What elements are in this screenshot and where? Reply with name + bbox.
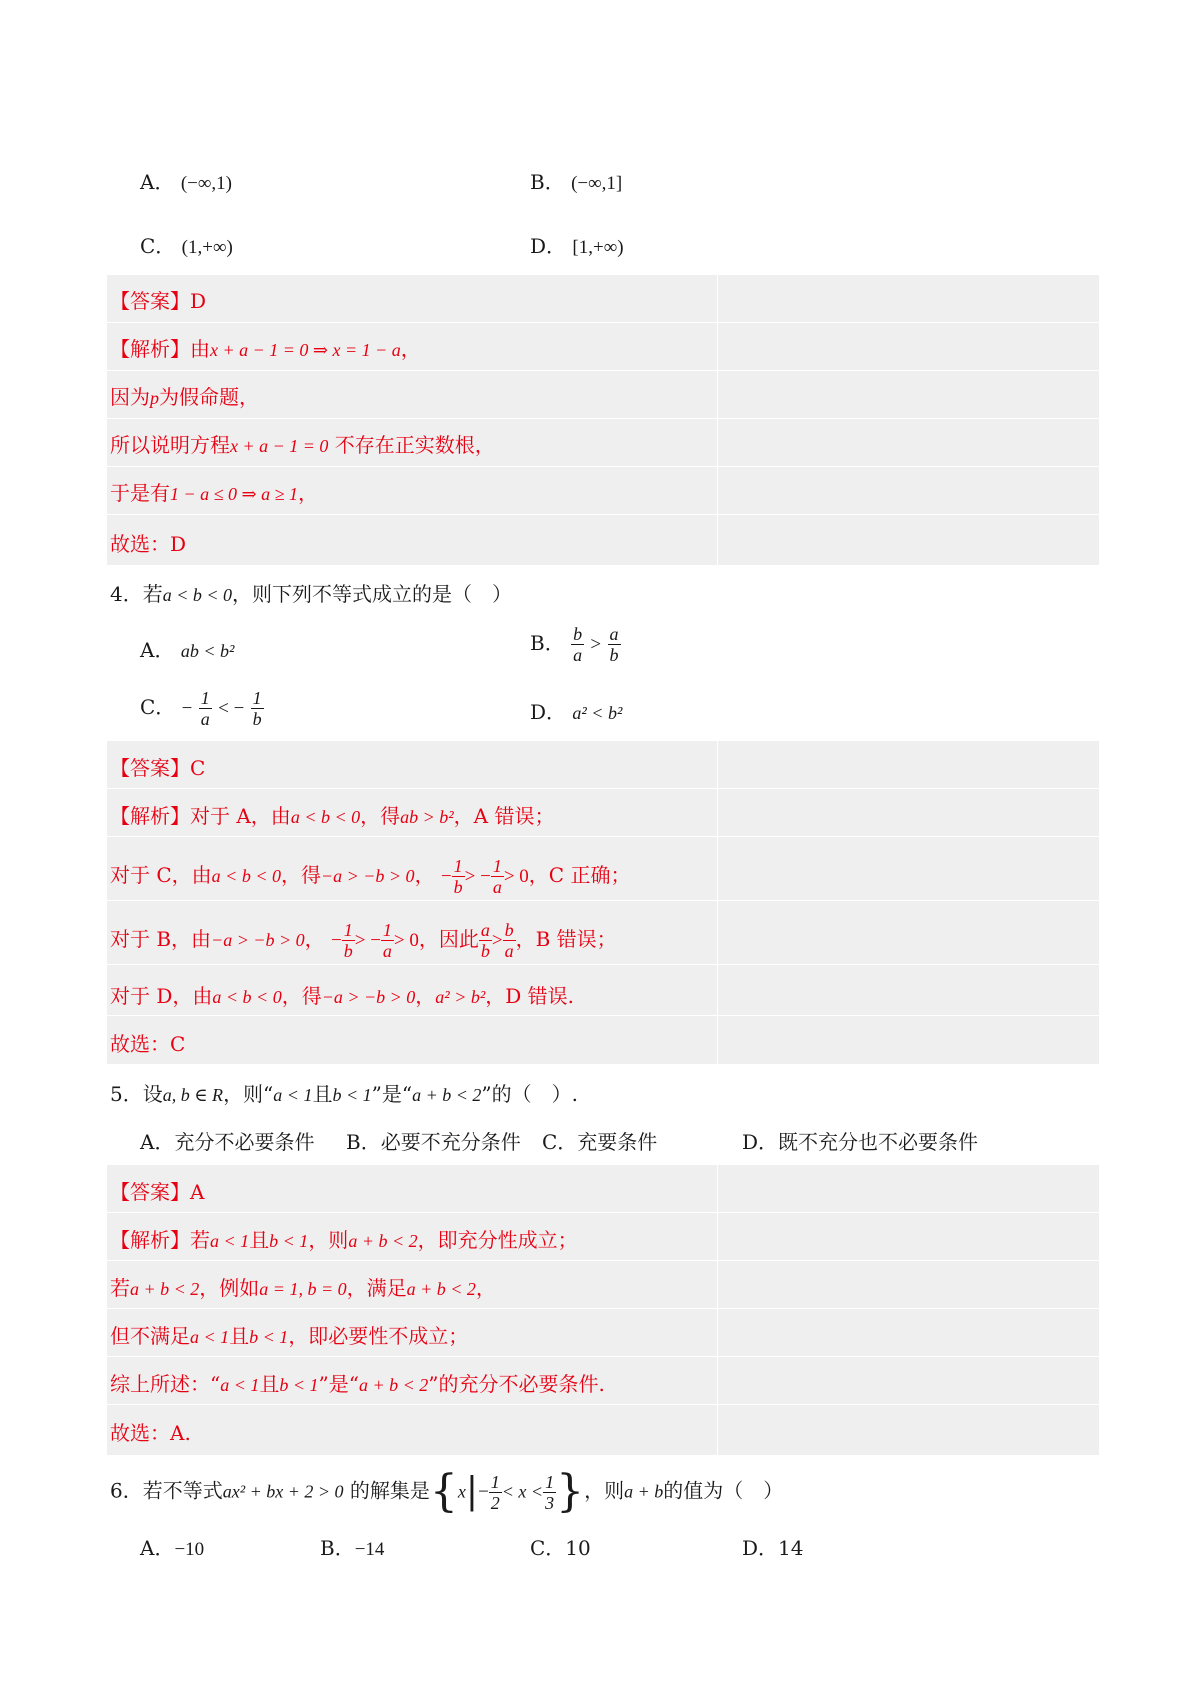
q5-option-c: [542, 1128, 657, 1156]
analysis-label: 【解析】: [110, 337, 190, 361]
option-value: a² < b²: [572, 703, 623, 723]
math: a + b < 2: [406, 1279, 476, 1299]
option-value: −10: [174, 1539, 205, 1560]
math: a < b < 0: [162, 585, 233, 605]
math: a < 1: [190, 1327, 230, 1347]
text: ，则下列不等式成立的是（ ）: [232, 582, 513, 606]
option-letter: A．: [140, 170, 175, 194]
operator: >: [590, 634, 602, 655]
operator: −: [181, 698, 193, 719]
text: 且: [229, 1324, 250, 1348]
q4-option-b: [530, 624, 621, 665]
answer-value: C: [190, 756, 206, 780]
math: a + b < 2: [348, 1231, 418, 1251]
fraction: [491, 856, 504, 897]
text: 不存在正实数根，: [334, 433, 495, 457]
fraction: [479, 920, 492, 961]
numerator: 1: [200, 688, 210, 708]
option-value: −14: [354, 1539, 385, 1560]
q6-option-b: [320, 1534, 384, 1564]
fraction: [543, 1472, 556, 1513]
option-letter: B．: [320, 1536, 355, 1560]
numerator: 1: [545, 1471, 555, 1492]
numerator: 1: [490, 1471, 500, 1492]
option-value: (1,+∞): [181, 237, 233, 258]
q5-answer-box: [107, 1165, 1099, 1455]
set-separator: |: [465, 1471, 479, 1512]
math: ax² + bx + 2 > 0: [222, 1481, 344, 1502]
q4-stem: [110, 580, 512, 609]
operator: −: [478, 1481, 489, 1503]
denominator: a: [382, 941, 392, 961]
operator: −: [440, 866, 452, 887]
q4-answer: [110, 754, 205, 782]
q3-answer: [110, 287, 206, 315]
text: 的解集是: [349, 1478, 430, 1503]
set-variable: x: [457, 1481, 466, 1502]
answer-label: 【答案】: [110, 289, 190, 313]
text: ，得: [360, 804, 401, 828]
numerator: 1: [343, 920, 353, 940]
operator: > −: [354, 930, 381, 951]
math: a < b < 0: [211, 866, 281, 886]
text: 对于 C，由: [110, 863, 212, 887]
q4-option-a: [140, 636, 234, 665]
text: ，得: [281, 984, 322, 1008]
text: 故选：A.: [110, 1421, 191, 1445]
q4-option-d: [530, 698, 622, 727]
text: ，即必要性不成立；: [288, 1324, 469, 1348]
text: 设: [142, 1082, 163, 1106]
analysis-label: 【解析】: [110, 1228, 190, 1252]
text: ，: [298, 481, 318, 505]
answer-label: 【答案】: [110, 756, 190, 780]
answer-label: 【答案】: [110, 1180, 190, 1204]
q3-conclusion: [110, 530, 186, 558]
math: ab > b²: [400, 807, 454, 827]
math: b < 1: [269, 1231, 309, 1251]
text: ，C 正确；: [528, 863, 631, 887]
q5-analysis-line-4: [110, 1370, 605, 1399]
text: ，即充分性成立；: [417, 1228, 578, 1252]
fraction: [452, 856, 465, 897]
math: a + b < 2: [412, 1085, 482, 1105]
math: a < 1: [220, 1375, 260, 1395]
q6-option-a: [140, 1534, 204, 1564]
text: 若: [110, 1276, 130, 1300]
numerator: 1: [453, 856, 463, 876]
math: −a > −b > 0: [211, 930, 305, 950]
q3-analysis-line-4: [110, 479, 318, 508]
text: ，则“: [223, 1082, 274, 1106]
text: ，例如: [199, 1276, 260, 1300]
option-text: A．充分不必要条件: [140, 1130, 315, 1154]
math: x + a − 1 = 0 ⇒ x = 1 − a: [210, 340, 401, 360]
option-text: B．必要不充分条件: [346, 1130, 521, 1154]
text: 若: [142, 582, 163, 606]
text: ，满足: [346, 1276, 407, 1300]
operator: > 0: [393, 930, 419, 951]
option-letter: B．: [530, 170, 565, 194]
denominator: b: [453, 877, 463, 897]
fraction: [342, 920, 355, 961]
option-letter: B．: [530, 631, 565, 655]
option-value: ab < b²: [180, 641, 235, 661]
set-brace-close: }: [556, 1466, 585, 1517]
numerator: 1: [252, 688, 262, 708]
text: 于是有: [110, 481, 170, 505]
text: ，B 错误；: [515, 927, 617, 951]
question-number: 4．: [110, 582, 143, 606]
option-text: D．既不充分也不必要条件: [742, 1130, 979, 1154]
fraction: [251, 688, 264, 729]
q4-analysis-line-3: [110, 920, 617, 961]
option-text: C．10: [530, 1536, 591, 1560]
text: ，则: [584, 1478, 625, 1503]
text: ”是“: [318, 1372, 359, 1396]
math: b < 1: [249, 1327, 289, 1347]
question-number: 5．: [110, 1082, 143, 1106]
text: ，: [415, 984, 436, 1008]
q6-option-d: [742, 1534, 803, 1562]
text: 对于 A，由: [190, 804, 291, 828]
q5-answer: [110, 1178, 204, 1206]
math: 1 − a ≤ 0 ⇒ a ≥ 1: [170, 484, 298, 504]
text: 若不等式: [142, 1478, 223, 1503]
option-value: (−∞,1]: [571, 173, 623, 194]
numerator: a: [480, 920, 490, 940]
numerator: a: [609, 624, 619, 644]
denominator: b: [480, 941, 490, 961]
fraction: [489, 1472, 502, 1513]
answer-value: D: [190, 289, 207, 313]
numerator: b: [573, 624, 583, 644]
option-value: [1,+∞): [572, 237, 624, 258]
operator: < −: [218, 698, 245, 719]
text: 故选：D: [110, 532, 187, 556]
q3-analysis-line-2: [110, 383, 259, 412]
option-text: D．14: [742, 1536, 804, 1560]
option-letter: C．: [140, 234, 176, 258]
operator: −: [331, 930, 342, 951]
text: 且: [312, 1082, 333, 1106]
q5-option-d: [742, 1128, 978, 1156]
q3-analysis-line-3: [110, 431, 495, 460]
denominator: b: [252, 709, 262, 729]
q4-analysis-line-4: [110, 982, 574, 1011]
text: 的值为（ ）: [663, 1478, 784, 1503]
text: 故选：C: [110, 1032, 186, 1056]
denominator: a: [200, 709, 210, 729]
text: ，: [475, 1276, 496, 1300]
q4-conclusion: [110, 1030, 185, 1058]
q3-analysis-line-1: [110, 335, 421, 364]
q5-option-b: [346, 1128, 521, 1156]
numerator: 1: [492, 856, 502, 876]
operator: > 0: [503, 866, 529, 887]
text: ，因此: [418, 927, 479, 951]
set-brace-open: {: [429, 1466, 458, 1517]
option-value: (−∞,1): [180, 173, 232, 194]
option-letter: C．: [140, 695, 176, 719]
option-text: C．充要条件: [542, 1130, 658, 1154]
q3-option-c: [140, 232, 233, 262]
math: a < b < 0: [290, 807, 361, 827]
text: ”的（ ）.: [481, 1082, 578, 1106]
math: −a > −b > 0: [320, 866, 415, 886]
option-letter: A．: [140, 1536, 175, 1560]
text: 若: [190, 1228, 210, 1252]
numerator: b: [504, 920, 514, 940]
text: ”的充分不必要条件.: [428, 1372, 605, 1396]
math: a < b < 0: [212, 987, 282, 1007]
answer-value: A: [190, 1180, 205, 1204]
text: ”是“: [371, 1082, 413, 1106]
text: ，: [414, 863, 435, 887]
denominator: a: [504, 941, 514, 961]
q4-option-c: [140, 688, 264, 729]
text: ，A 错误；: [453, 804, 555, 828]
q6-option-c: [530, 1534, 591, 1562]
denominator: b: [343, 941, 353, 961]
denominator: a: [573, 645, 583, 665]
text: ，: [304, 927, 325, 951]
fraction: [503, 920, 516, 961]
math: < x <: [501, 1481, 544, 1502]
text: 所以说明方程: [110, 433, 230, 457]
math: a + b < 2: [359, 1375, 429, 1395]
math: a < 1: [273, 1085, 313, 1105]
operator: >: [491, 930, 503, 951]
math: p: [150, 388, 159, 408]
option-letter: D．: [530, 700, 567, 724]
analysis-label: 【解析】: [110, 804, 190, 828]
q6-stem: [110, 1466, 784, 1517]
q4-analysis-line-2: [110, 856, 630, 897]
question-number: 6．: [110, 1478, 143, 1503]
q3-answer-box: [107, 275, 1099, 565]
q5-analysis-line-3: [110, 1322, 468, 1351]
math: a = 1, b = 0: [259, 1279, 347, 1299]
fraction: [608, 624, 621, 665]
q5-conclusion: [110, 1419, 191, 1447]
text: 因为: [110, 385, 150, 409]
denominator: a: [492, 877, 502, 897]
operator: > −: [464, 866, 491, 887]
math: b < 1: [332, 1085, 372, 1105]
math: b < 1: [279, 1375, 319, 1395]
math: a, b ∈ R: [162, 1085, 224, 1105]
numerator: 1: [382, 920, 392, 940]
math: a² > b²: [435, 987, 486, 1007]
q3-option-a: [140, 168, 232, 198]
text: 对于 B，由: [110, 927, 212, 951]
denominator: 3: [545, 1492, 555, 1513]
math: x + a − 1 = 0: [230, 436, 329, 456]
math: a + b < 2: [130, 1279, 200, 1299]
text: 对于 D，由: [110, 984, 213, 1008]
text: 为假命题，: [159, 385, 259, 409]
text: 综上所述：“: [110, 1372, 221, 1396]
q5-analysis-line-1: [110, 1226, 578, 1255]
text: 但不满足: [110, 1324, 190, 1348]
denominator: b: [609, 645, 619, 665]
fraction: [381, 920, 394, 961]
text: 由: [190, 337, 210, 361]
math: a + b: [624, 1481, 664, 1502]
text: ，得: [280, 863, 321, 887]
q5-option-a: [140, 1128, 314, 1156]
q3-option-d: [530, 232, 624, 262]
q4-answer-box: [107, 741, 1099, 1064]
denominator: 2: [490, 1492, 500, 1513]
fraction: [571, 624, 584, 665]
text: ，则: [308, 1228, 349, 1252]
q4-analysis-line-1: [110, 802, 554, 831]
q5-stem: [110, 1080, 578, 1109]
text: ，: [400, 337, 421, 361]
math: a < 1: [210, 1231, 250, 1251]
text: 且: [249, 1228, 270, 1252]
text: 且: [259, 1372, 280, 1396]
q5-analysis-line-2: [110, 1274, 496, 1303]
option-letter: D．: [530, 234, 567, 258]
q3-option-b: [530, 168, 622, 198]
option-letter: A．: [140, 638, 175, 662]
text: ，D 错误.: [485, 984, 574, 1008]
fraction: [199, 688, 212, 729]
math: −a > −b > 0: [321, 987, 416, 1007]
